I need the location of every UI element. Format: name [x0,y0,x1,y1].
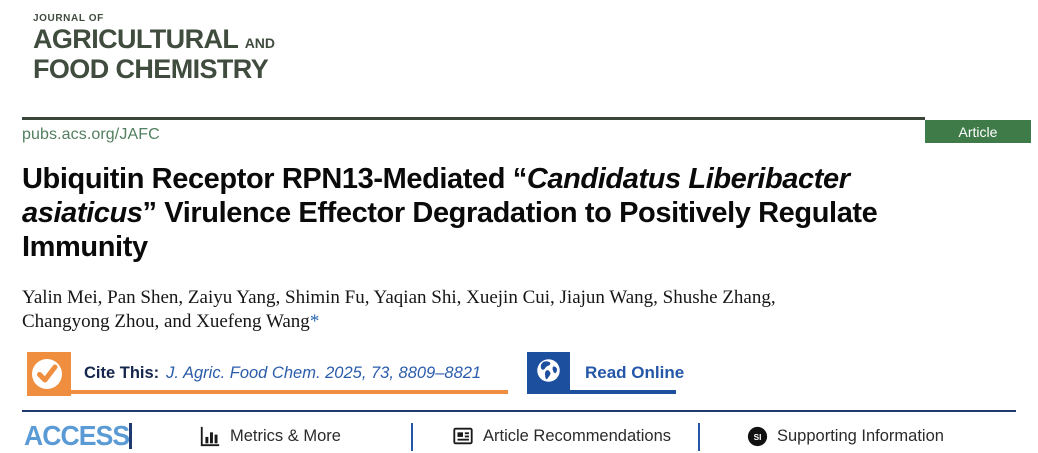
footer-divider [22,410,1016,412]
read-online-label[interactable]: Read Online [585,363,685,382]
cite-this-label: Cite This: [84,363,160,382]
journal-logo-line1: AGRICULTURAL AND [33,24,276,54]
corresponding-author-asterisk[interactable]: * [309,311,320,332]
si-badge-icon [747,426,768,447]
author-line-2: Changyong Zhou, and Xuefeng Wang* [22,311,320,332]
supporting-label: Supporting Information [777,426,944,445]
author-line-1: Yalin Mei, Pan Shen, Zaiyu Yang, Shimin Fu, Yaqian Shi, Xuejin Cui, Jiajun Wang, Shushe Zhang, [22,287,776,308]
access-link[interactable]: ACCESS [24,420,130,451]
masthead-divider [22,117,925,120]
article-title: Ubiquitin Receptor RPN13-Mediated “Candidatus Liberibacter asiaticus” Virulence Effector Degradation to Positively Regulate Immunity [22,163,878,263]
footer-separator-3 [698,423,700,451]
journal-logo-line2: FOOD CHEMISTRY [33,54,269,84]
cite-this-link[interactable] [84,352,481,394]
read-online-underline-bar [527,390,676,394]
author-list [22,286,1002,334]
journal-logo-kicker: JOURNAL OF [33,13,104,24]
journal-logo [33,13,275,82]
svg-text:SI: SI [753,431,762,442]
article-recommendations-link[interactable] [452,423,671,449]
footer-separator-2 [411,423,413,451]
metrics-and-more-link[interactable] [199,423,341,449]
recommendations-label: Article Recommendations [483,426,671,445]
citation-reference: J. Agric. Food Chem. 2025, 73, 8809–8821 [166,363,482,382]
bar-chart-icon [199,425,221,447]
supporting-information-link[interactable] [747,423,944,449]
footer-separator-1 [129,423,132,449]
article-type-badge: Article [925,120,1031,143]
newspaper-icon [452,425,474,447]
metrics-label: Metrics & More [230,426,341,445]
read-online-button[interactable] [527,352,570,394]
journal-logo-and: AND [244,35,276,51]
species-name-italic: Candidatus Liberibacter asiaticus [22,163,850,229]
globe-icon [535,357,562,389]
journal-url-link[interactable]: pubs.acs.org/JAFC [22,126,160,143]
cite-underline-bar [27,390,508,394]
